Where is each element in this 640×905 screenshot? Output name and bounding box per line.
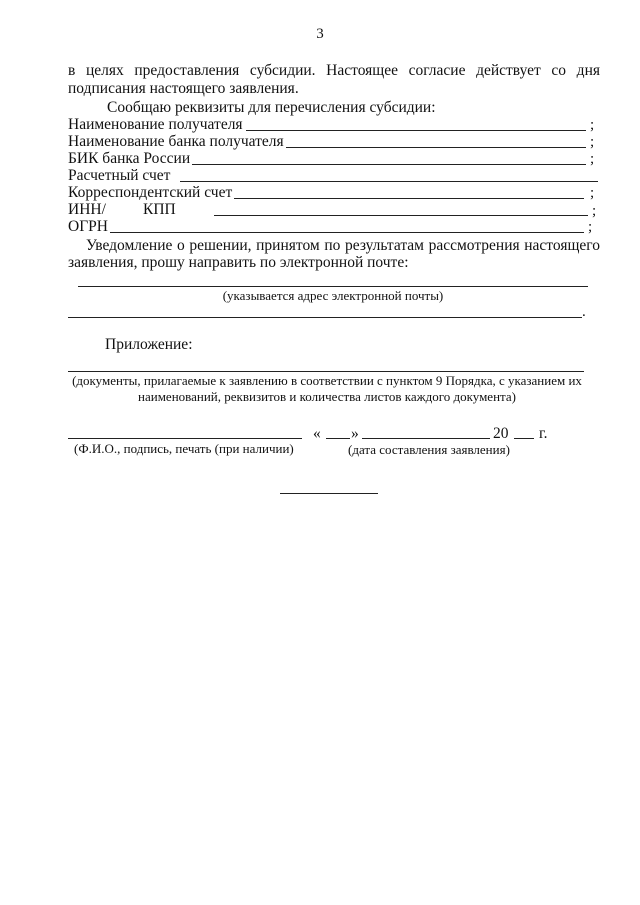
field-day[interactable]	[326, 438, 350, 439]
field-bik[interactable]	[192, 164, 586, 165]
end-separator	[280, 493, 378, 494]
label-ogrn: ОГРН	[68, 218, 108, 235]
intro-line-1: в целях предоставления субсидии. Настоящее согласие действует со дня	[68, 62, 600, 79]
field-year[interactable]	[514, 438, 534, 439]
semicolon: ;	[590, 117, 595, 133]
field-corr-account[interactable]	[234, 198, 584, 199]
field-ogrn[interactable]	[110, 232, 584, 233]
page-number: 3	[316, 26, 324, 42]
label-corr-account: Корреспондентский счет	[68, 184, 233, 201]
notification-line-2: заявления, прошу направить по электронной почте:	[68, 254, 409, 271]
requisites-heading: Сообщаю реквизиты для перечисления субсидии:	[107, 99, 436, 116]
attachment-hint-line-2: наименований, реквизитов и количества листов каждого документа)	[138, 389, 516, 404]
period: .	[582, 304, 586, 320]
email-hint: (указывается адрес электронной почты)	[222, 288, 444, 303]
field-email[interactable]	[78, 286, 588, 287]
semicolon: ;	[592, 203, 597, 219]
field-signer[interactable]	[68, 438, 302, 439]
year-prefix: 20	[493, 425, 509, 442]
label-recipient-name: Наименование получателя	[68, 116, 243, 133]
year-suffix: г.	[539, 425, 548, 442]
label-kpp: КПП	[143, 201, 176, 218]
field-inn-kpp[interactable]	[214, 215, 588, 216]
attachment-hint-line-1: (документы, прилагаемые к заявлению в соответствии с пунктом 9 Порядка, с указанием их	[72, 373, 582, 388]
signer-hint: (Ф.И.О., подпись, печать (при наличии)	[74, 441, 294, 456]
semicolon: ;	[590, 151, 595, 167]
semicolon: ;	[588, 219, 593, 235]
notification-line-1: Уведомление о решении, принятом по результатам рассмотрения настоящего	[86, 237, 600, 254]
field-bank-name[interactable]	[286, 147, 586, 148]
quote-open: «	[313, 425, 321, 442]
semicolon: ;	[590, 134, 595, 150]
field-email-extra[interactable]	[68, 317, 582, 318]
attachment-hint	[60, 373, 594, 405]
intro-line-2: подписания настоящего заявления.	[68, 80, 299, 97]
field-attachment[interactable]	[68, 371, 584, 372]
field-month[interactable]	[362, 438, 490, 439]
attachment-label: Приложение:	[105, 336, 193, 353]
field-recipient-name[interactable]	[246, 130, 586, 131]
label-account: Расчетный счет	[68, 167, 171, 184]
label-bank-name: Наименование банка получателя	[68, 133, 284, 150]
label-bik: БИК банка России	[68, 150, 191, 167]
field-account[interactable]	[180, 181, 598, 182]
quote-close: »	[351, 425, 359, 442]
date-hint: (дата составления заявления)	[348, 442, 510, 457]
label-inn: ИНН/	[68, 201, 106, 218]
semicolon: ;	[590, 185, 595, 201]
